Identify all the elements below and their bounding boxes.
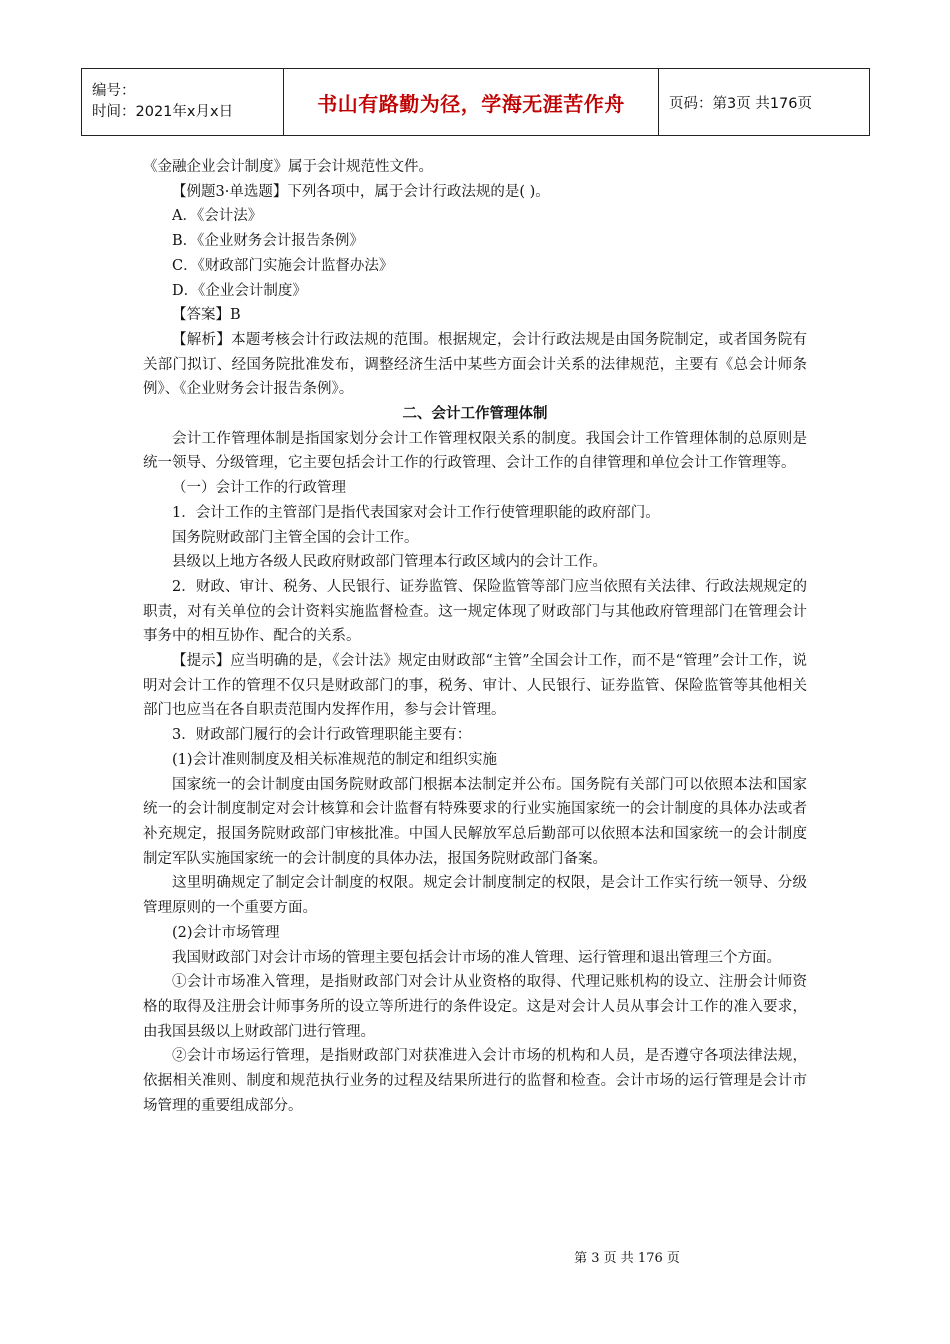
body-paragraph: 这里明确规定了制定会计制度的权限。规定会计制度制定的权限，是会计工作实行统一领导、分级管理原则的一个重要方面。 (143, 875, 807, 917)
page-footer (0, 1247, 950, 1266)
body-paragraph: (1)会计准则制度及相关标准规范的制定和组织实施 (172, 751, 498, 768)
body-paragraph: （一）会计工作的行政管理 (172, 480, 346, 497)
document-number-label: 编号： (92, 83, 136, 99)
body-paragraph: ②会计市场运行管理，是指财政部门对获准进入会计市场的机构和人员，是否遵守各项法律法规，依据相关准则、制度和规范执行业务的过程及结果所进行的监督和检查。会计市场的运行管理是会计市场管理的重要组成部分。 (143, 1048, 807, 1114)
header-meta (82, 69, 284, 135)
document-date: 时间：2021年x月x日 (92, 104, 234, 120)
body-paragraph: 【提示】应当明确的是，《会计法》规定由财政部“主管”全国会计工作，而不是“管理”会计工作，说明对会计工作的管理不仅只是财政部门的事，税务、审计、人民银行、证券监管、保险监管等其他相关部门也应当在各自职责范围内发挥作用，参与会计管理。 (143, 653, 807, 719)
header-page-info: 页码：第3页 共176页 (669, 95, 813, 112)
footer-page-number: 第 3 页 共 176 页 (574, 1251, 680, 1266)
body-paragraph: C．《财政部门实施会计监督办法》 (172, 257, 394, 274)
page-header (81, 68, 870, 136)
body-paragraph: 会计工作管理体制是指国家划分会计工作管理权限关系的制度。我国会计工作管理体制的总原则是统一领导、分级管理，它主要包括会计工作的行政管理、会计工作的自律管理和单位会计工作管理等。 (143, 430, 807, 472)
body-paragraph: 【答案】B (172, 307, 241, 324)
header-motto: 书山有路勤为径，学海无涯苦作舟 (284, 69, 659, 135)
document-body (143, 155, 807, 1118)
body-paragraph: 3．财政部门履行的会计行政管理职能主要有： (172, 727, 472, 744)
body-paragraph: 【例题3·单选题】下列各项中，属于会计行政法规的是( )。 (172, 183, 550, 200)
body-paragraph: 国家统一的会计制度由国务院财政部门根据本法制定并公布。国务院有关部门可以依照本法和国家统一的会计制度制定对会计核算和会计监督有特殊要求的行业实施国家统一的会计制度的具体办法或者补充规定，报国务院财政部门审核批准。中国人民解放军总后勤部可以依照本法和国家统一的会计制度制定军队实施国家统一的会计制度的具体办法，报国务院财政部门备案。 (143, 776, 807, 867)
body-paragraph: (2)会计市场管理 (172, 924, 280, 941)
body-paragraph: 国务院财政部门主管全国的会计工作。 (172, 529, 419, 546)
section-heading: 二、会计工作管理体制 (402, 406, 548, 423)
body-paragraph: 2．财政、审计、税务、人民银行、证券监管、保险监管等部门应当依照有关法律、行政法规规定的职责，对有关单位的会计资料实施监督检查。这一规定体现了财政部门与其他政府管理部门在管理会计事务中的相互协作、配合的关系。 (143, 578, 807, 645)
body-paragraph: D．《企业会计制度》 (172, 282, 307, 299)
body-paragraph: 《金融企业会计制度》属于会计规范性文件。 (143, 159, 433, 175)
body-paragraph: 县级以上地方各级人民政府财政部门管理本行政区域内的会计工作。 (172, 554, 607, 571)
body-paragraph: B．《企业财务会计报告条例》 (172, 233, 364, 250)
body-paragraph: ①会计市场准入管理，是指财政部门对会计从业资格的取得、代理记账机构的设立、注册会计师资格的取得及注册会计师事务所的设立等所进行的条件设定。这是对会计人员从事会计工作的准入要求，由我国县级以上财政部门进行管理。 (143, 974, 807, 1040)
body-paragraph: A．《会计法》 (172, 208, 263, 225)
body-paragraph: 我国财政部门对会计市场的管理主要包括会计市场的准人管理、运行管理和退出管理三个方面。 (172, 949, 781, 966)
body-paragraph: 1．会计工作的主管部门是指代表国家对会计工作行使管理职能的政府部门。 (172, 504, 660, 521)
body-paragraph: 【解析】本题考核会计行政法规的范围。根据规定，会计行政法规是由国务院制定，或者国务院有关部门拟订、经国务院批准发布，调整经济生活中某些方面会计关系的法律规范，主要有《总会计师条例》、《企业财务会计报告条例》。 (143, 331, 807, 398)
